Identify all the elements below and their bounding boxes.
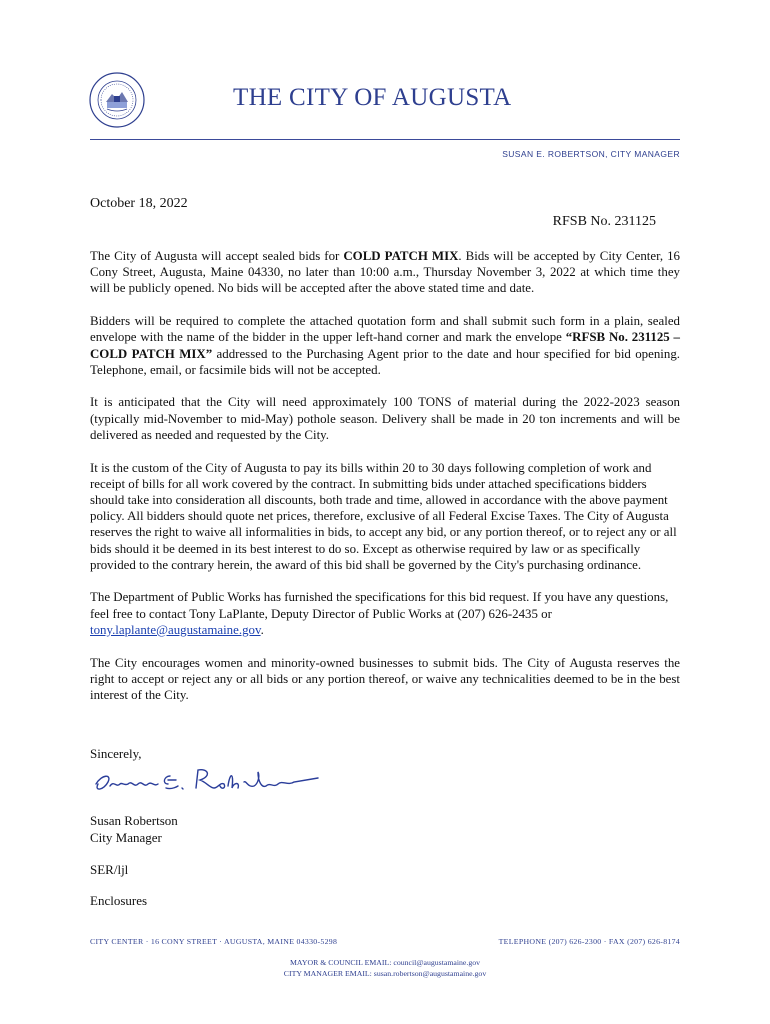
footer-emails xyxy=(0,957,770,979)
enclosures-note: Enclosures xyxy=(90,893,148,908)
signer-name: Susan Robertson xyxy=(90,813,178,828)
footer-phone: TELEPHONE (207) 626-2300 · FAX (207) 626-8174 xyxy=(498,937,680,946)
signature-image xyxy=(88,762,328,802)
closing: Sincerely, xyxy=(90,746,142,761)
header-rule xyxy=(90,139,680,140)
bold-envelope-mark: “RFSB No. 231125 – COLD PATCH MIX” xyxy=(90,330,680,361)
paragraph-contact xyxy=(90,589,680,638)
paragraph-text: The Department of Public Works has furnished the specifications for this bid request. If you have any questions, feel free to contact Tony LaPlante, Deputy Director of Public Works at (207) 626-2435 or xyxy=(90,590,669,621)
paragraph-text: addressed to the Purchasing Agent prior to the date and hour specified for bid opening. Telephone, email, or facsimile bids will not be accepted. xyxy=(90,346,680,377)
paragraph-text: . Bids will be accepted by City Center, 16 Cony Street, Augusta, Maine 04330, no later than 10:00 a.m., Thursday November 3, 2022 at which time they will be publicly opened. No bids will be accepted after the above stated time and date. xyxy=(90,249,681,296)
paragraph-text: . xyxy=(260,622,264,637)
contact-email-link[interactable]: tony.laplante@augustamaine.gov xyxy=(90,622,261,637)
paragraph-encouragement: The City encourages women and minority-owned businesses to submit bids. The City of Augusta reserves the right to accept or reject any or all bids or any portion thereof, or waive any technicalities deemed to be in the best interest of the City. xyxy=(90,655,680,702)
paragraph-quantity: It is anticipated that the City will need approximately 100 TONS of material during the 2022-2023 season (typically mid-November to mid-May) pothole season. Delivery shall be made in 20 ton increments and will be delivered as needed and requested by the City. xyxy=(90,395,680,442)
city-manager-line: SUSAN E. ROBERTSON, CITY MANAGER xyxy=(502,149,680,159)
paragraph-submission xyxy=(90,313,680,378)
rfsb-number: RFSB No. 231125 xyxy=(552,214,656,229)
signature-block xyxy=(90,812,178,846)
letter-body xyxy=(90,248,680,720)
paragraph-payment-terms: It is the custom of the City of Augusta to pay its bills within 20 to 30 days following completion of work and receipt of bills for all work covered by the contract. In submitting bids under attached specifications bidders should take into consideration all discounts, both trade and time, allowed in accordance with the above payment policy. All bidders should quote net prices, therefore, exclusive of all Federal Excise Taxes. The City of Augusta reserves the right to waive all informalities in bids, to accept any bid, or any portion thereof, or to reject any or all bids should it be deemed in its best interest to do so. Except as otherwise required by law or as specifically provided to the contrary herein, the award of this bid shall be governed by the City's purchasing ordinance. xyxy=(90,460,677,572)
typist-initials: SER/ljl xyxy=(90,862,129,877)
footer-address: CITY CENTER · 16 CONY STREET · AUGUSTA, MAINE 04330-5298 xyxy=(90,937,338,946)
paragraph-text: The City of Augusta will accept sealed bids for xyxy=(90,249,344,263)
signer-role: City Manager xyxy=(90,830,162,845)
city-seal-icon xyxy=(89,72,145,128)
letter-date: October 18, 2022 xyxy=(90,196,188,211)
letterhead-title: THE CITY OF AUGUSTA xyxy=(233,84,512,111)
footer-council-email: MAYOR & COUNCIL EMAIL: council@augustamaine.gov xyxy=(289,958,481,967)
footer-manager-email: CITY MANAGER EMAIL: susan.robertson@augustamaine.gov xyxy=(283,969,487,978)
bold-product-name: COLD PATCH MIX xyxy=(343,249,459,263)
paragraph-text: Bidders will be required to complete the attached quotation form and shall submit such form in a plain, sealed envelope with the name of the bidder in the upper left-hand corner and mark the envelope xyxy=(90,314,680,345)
paragraph-bid-intro xyxy=(90,248,680,297)
